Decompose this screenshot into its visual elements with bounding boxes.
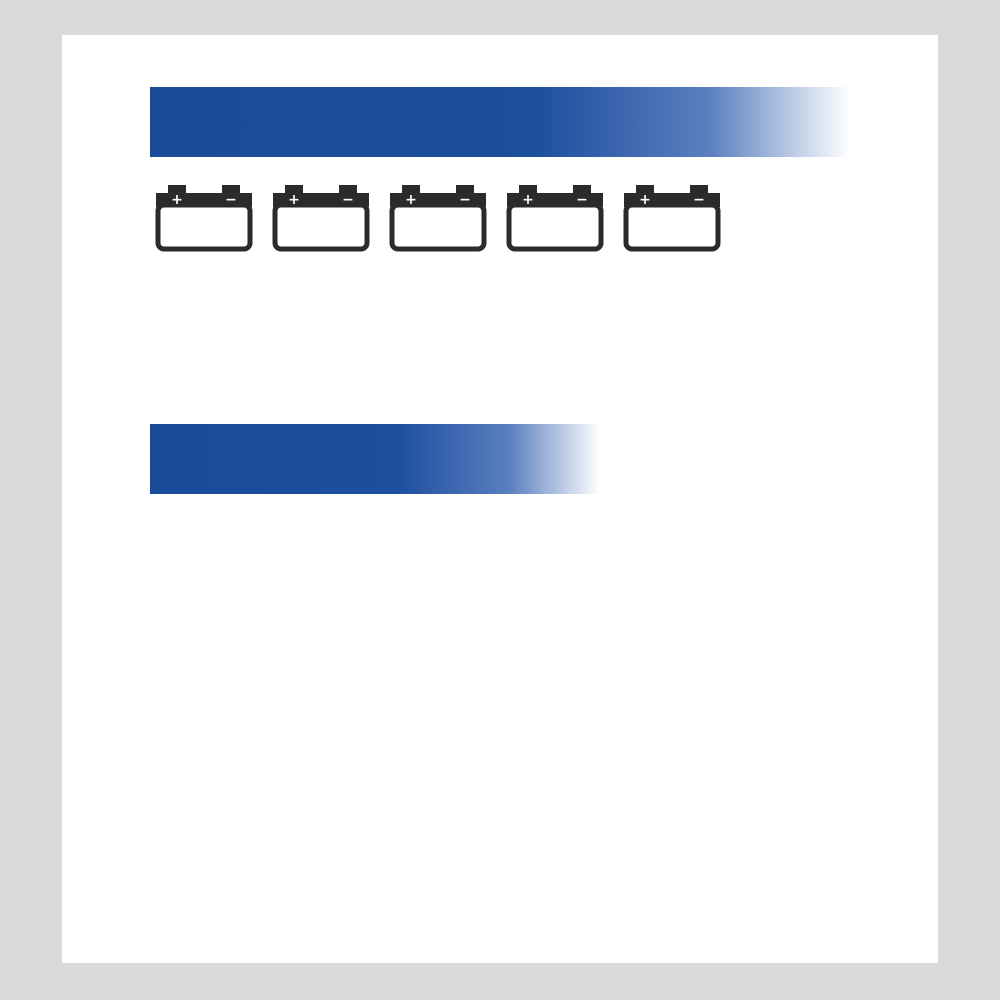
svg-text:+: + xyxy=(405,192,417,208)
battery-icon xyxy=(271,183,371,253)
svg-text:+: + xyxy=(171,192,183,208)
battery-mf xyxy=(388,183,488,253)
battery-icon xyxy=(505,183,605,253)
battery-icon xyxy=(154,183,254,253)
svg-text:−: − xyxy=(225,192,237,208)
battery-agm xyxy=(622,183,722,253)
svg-text:+: + xyxy=(522,192,534,208)
section-title-specs xyxy=(150,424,600,494)
svg-text:−: − xyxy=(459,192,471,208)
battery-wet xyxy=(271,183,371,253)
battery-icon xyxy=(622,183,722,253)
battery-gel xyxy=(154,183,254,253)
battery-efb xyxy=(505,183,605,253)
svg-text:+: + xyxy=(288,192,300,208)
svg-text:−: − xyxy=(693,192,705,208)
battery-icon xyxy=(388,183,488,253)
product-card xyxy=(62,35,938,963)
vehicle-types xyxy=(148,285,938,385)
battery-types xyxy=(154,183,844,253)
svg-text:+: + xyxy=(639,192,651,208)
svg-text:−: − xyxy=(342,192,354,208)
svg-text:−: − xyxy=(576,192,588,208)
section-title-battery-types xyxy=(150,87,850,157)
